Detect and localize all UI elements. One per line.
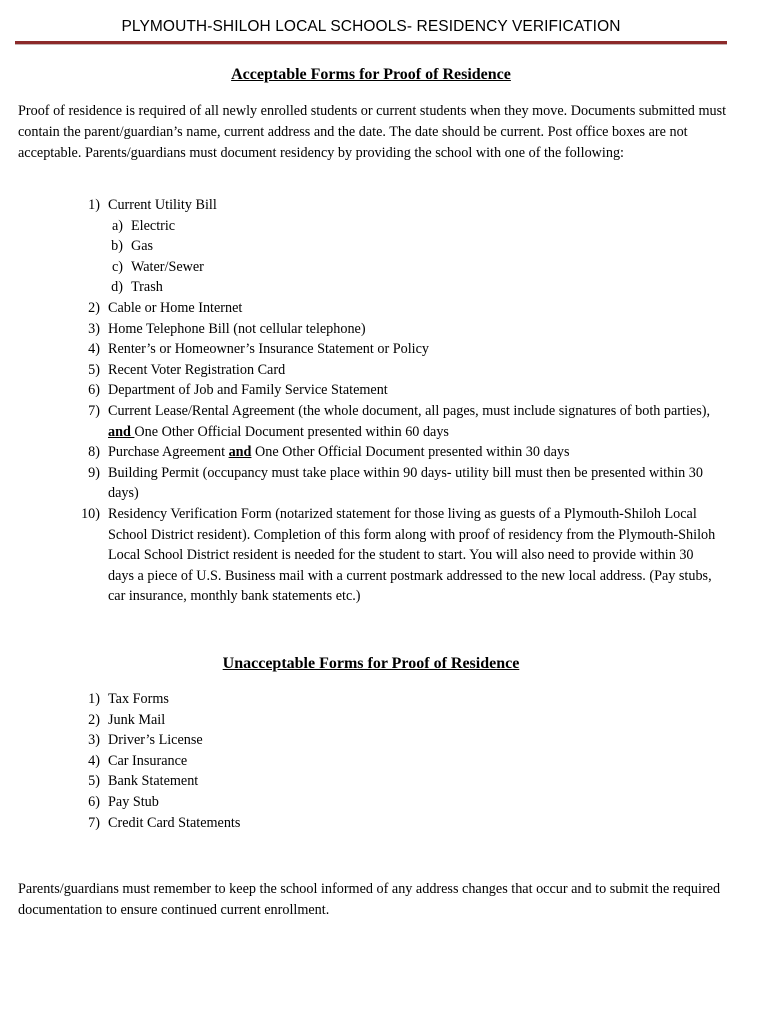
list-item: 3) Driver’s License <box>88 732 203 749</box>
list-item: 10) Residency Verification Form (notarized statement for those living as guests of a Plymouth-Shiloh Local School District resident). Completion of this form along with proof of residency from the Plymouth-Shiloh Local School District resident is needed for the student to start. You will also need to provide within 30 days a piece of U.S. Business mail with a current postmark addressed to the new local address. (Pay stubs, car insurance, monthly bank statements etc.) <box>81 505 716 605</box>
list-item: 6) Pay Stub <box>88 793 159 810</box>
emphasis-and: and <box>228 444 252 461</box>
list-item: 7) Credit Card Statements <box>88 814 241 831</box>
list-item: 3) Home Telephone Bill (not cellular telephone) <box>88 320 366 337</box>
intro-paragraph: Proof of residence is required of all newly enrolled students or current students when they move. Documents submitted must contain the parent/guardian’s name, current address and the date. The date should be current. Post office boxes are not acceptable. Parents/guardians must document residency by providing the school with one of the following: <box>18 103 727 161</box>
list-item: d) Trash <box>111 279 163 296</box>
acceptable-title: Acceptable Forms for Proof of Residence <box>231 66 511 83</box>
list-item: 9) Building Permit (occupancy must take place within 90 days- utility bill must then be presented within 30 days) <box>88 464 703 502</box>
list-item: 4) Renter’s or Homeowner’s Insurance Statement or Policy <box>88 341 429 358</box>
acceptable-list <box>0 195 746 607</box>
footer-paragraph: Parents/guardians must remember to keep the school informed of any address changes that occur and to submit the required documentation to ensure continued current enrollment. <box>18 881 721 918</box>
unacceptable-list <box>0 689 723 833</box>
unacceptable-title: Unacceptable Forms for Proof of Residence <box>222 655 520 672</box>
list-item: b) Gas <box>111 238 154 255</box>
list-item: 7) Current Lease/Rental Agreement (the whole document, all pages, must include signatures of both parties), and One Other Official Document presented within 60 days <box>88 402 711 440</box>
list-item: 4) Car Insurance <box>88 752 188 769</box>
header-rule <box>15 41 727 45</box>
emphasis-and: and <box>108 423 135 440</box>
list-item: a) Electric <box>111 217 176 234</box>
list-item: 1) Current Utility Bill <box>88 197 217 213</box>
list-item: 2) Junk Mail <box>88 711 166 728</box>
list-item: 1) Tax Forms <box>88 691 169 707</box>
document-header: PLYMOUTH-SHILOH LOCAL SCHOOLS- RESIDENCY VERIFICATION <box>121 18 621 35</box>
list-item: 6) Department of Job and Family Service Statement <box>88 382 388 399</box>
list-item: 8) Purchase Agreement and One Other Official Document presented within 30 days <box>88 444 570 461</box>
list-item: 5) Recent Voter Registration Card <box>88 361 286 378</box>
list-item: 5) Bank Statement <box>88 773 199 790</box>
list-item: 2) Cable or Home Internet <box>88 299 243 316</box>
list-item: c) Water/Sewer <box>111 258 204 275</box>
